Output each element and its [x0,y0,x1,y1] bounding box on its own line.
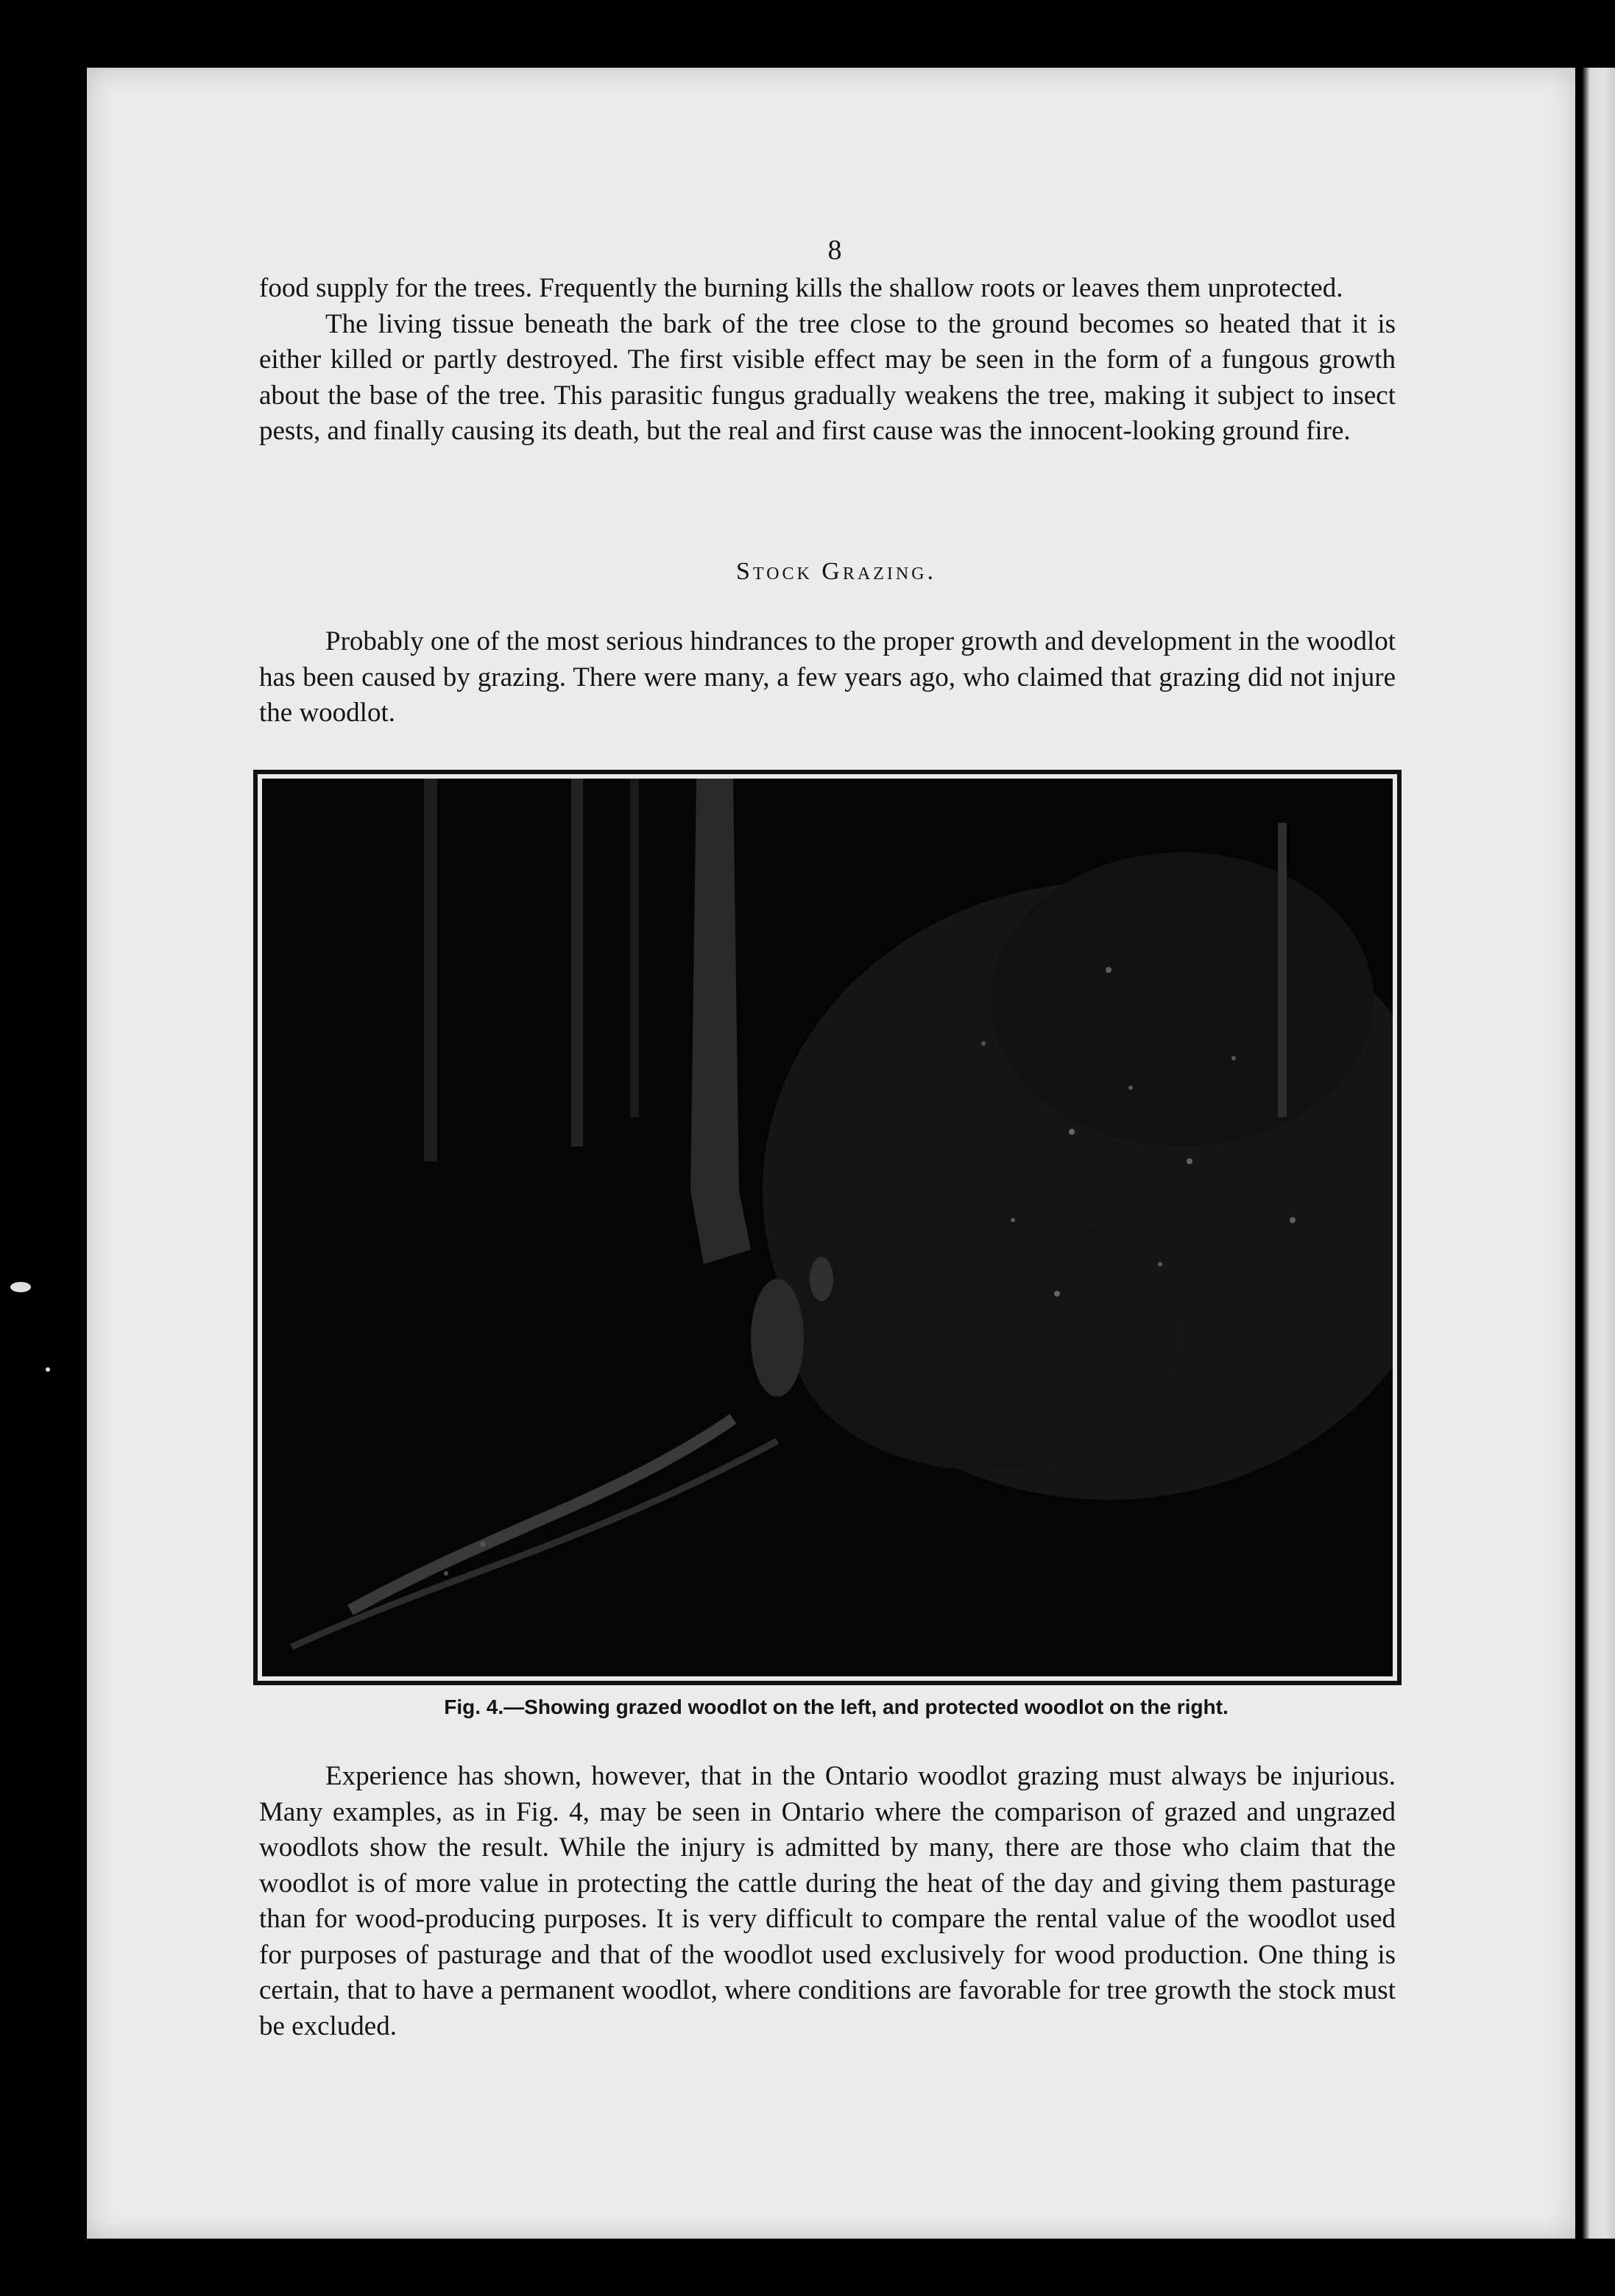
woodlot-photograph [262,779,1393,1676]
figure-caption: Fig. 4.—Showing grazed woodlot on the left, and protected woodlot on the right. [444,1696,1229,1718]
paragraph: Probably one of the most serious hindrances to the proper growth and development in the woodlot has been caused by grazing. There were many, a few years ago, who claimed that grazing did not injure the woodlot. [259,626,1396,728]
paragraph: The living tissue beneath the bark of the tree close to the ground becomes so heated that it is either killed or partly destroyed. The first visible effect may be seen in the form of a fungous growth about the base of the tree. This parasitic fungus gradually weakens the tree, making it subject to insect pests, and finally causing its death, but the real and first cause was the innocent-looking ground fire. [259,308,1396,446]
section-intro-block [259,624,1396,731]
top-text-block [259,271,1396,450]
facing-page-edge [1583,68,1615,2239]
scan-speck [46,1367,50,1372]
page-number: 8 [827,235,842,266]
figure-photo-frame [253,770,1402,1685]
paragraph: food supply for the trees. Frequently the burning kills the shallow roots or leaves them unprotected. [259,273,1343,303]
paragraph: Experience has shown, however, that in the Ontario woodlot grazing must always be injurious. Many examples, as in Fig. 4, may be seen in Ontario where the comparison of grazed and ungrazed woodlots show the result. While the injury is admitted by many, there are those who claim that the woodlot is of more value in protecting the cattle during the heat of the day and giving them pasturage than for wood-producing purposes. It is very difficult to compare the rental value of the woodlot used for purposes of pasturage and that of the woodlot used exclusively for wood production. One thing is certain, that to have a permanent woodlot, where conditions are favorable for tree growth the stock must be excluded. [259,1761,1396,2041]
scan-speck [10,1282,31,1292]
closing-text-block [259,1759,1396,2044]
section-heading: Stock Grazing. [735,558,937,585]
